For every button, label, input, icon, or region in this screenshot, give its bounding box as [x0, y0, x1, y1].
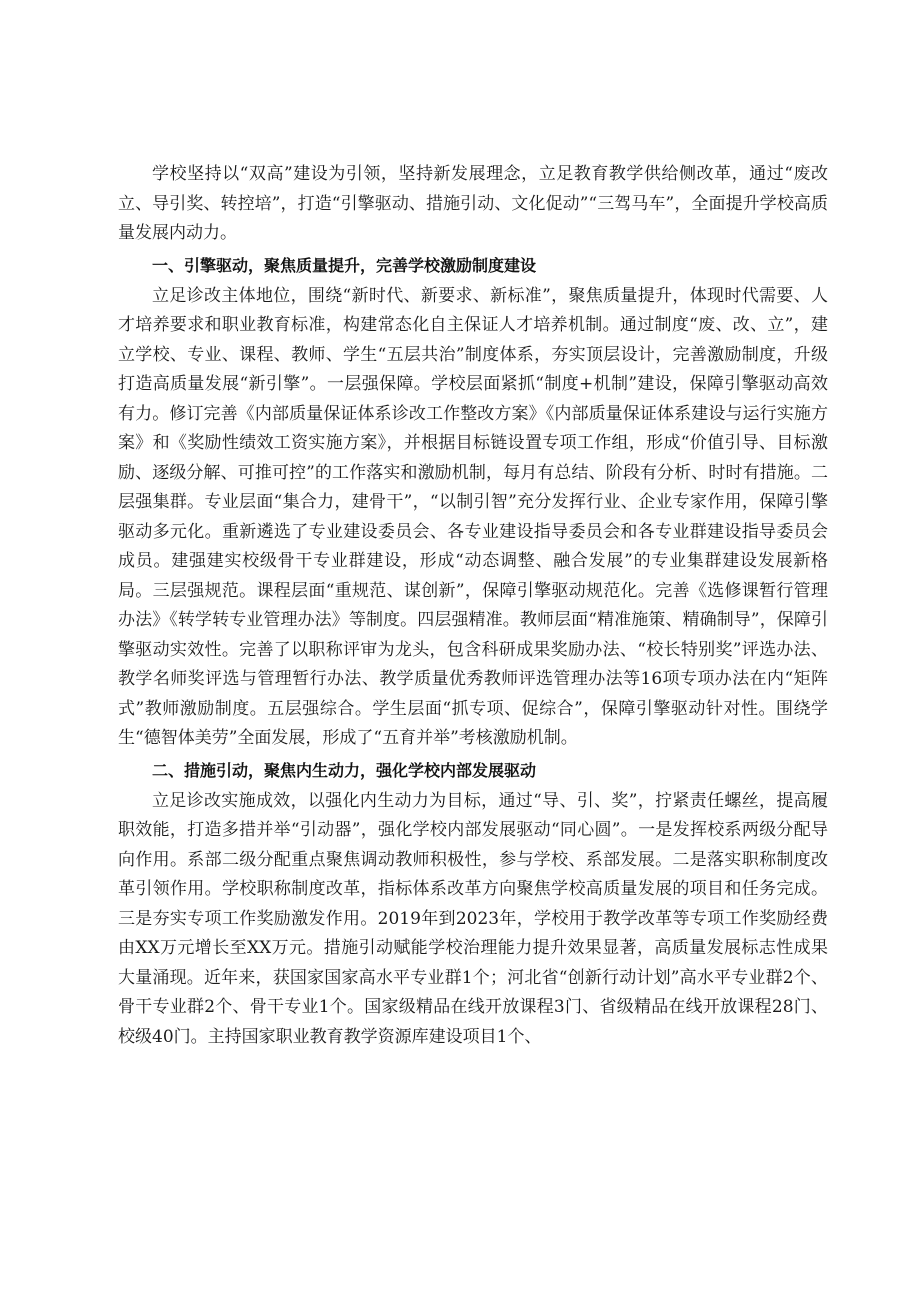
intro-paragraph: 学校坚持以“双高”建设为引领，坚持新发展理念，立足教育教学供给侧改革，通过“废改立、导引奖、转控培”，打造“引擎驱动、措施引动、文化促动”“三驾马车”，全面提升学校高质量发展内动力。	[118, 164, 828, 243]
section-2-paragraph: 立足诊改实施成效，以强化内生动力为目标，通过“导、引、奖”，拧紧责任螺丝，提高履职效能，打造多措并举“引动器”，强化学校内部发展驱动“同心圆”。一是发挥校系两级分配导向作用。系部二级分配重点聚焦调动教师积极性，参与学校、系部发展。二是落实职称制度改革引领作用。学校职称制度改革，指标体系改革方向聚焦学校高质量发展的项目和任务完成。三是夯实专项工作奖励激发作用。2019年到2023年，学校用于教学改革等专项工作奖励经费由XX万元增长至XX万元。措施引动赋能学校治理能力提升效果显著，高质量发展标志性成果大量涌现。近年来，获国家国家高水平专业群1个；河北省“创新行动计划”高水平专业群2个、骨干专业群2个、骨干专业1个。国家级精品在线开放课程3门、省级精品在线开放课程28门、校级40门。主持国家职业教育教学资源库建设项目1个、	[118, 790, 828, 1047]
section-2-heading: 二、措施引动，聚焦内生动力，强化学校内部发展驱动	[152, 760, 537, 780]
section-1-paragraph: 立足诊改主体地位，围绕“新时代、新要求、新标准”，聚焦质量提升，体现时代需要、人才培养要求和职业教育标准，构建常态化自主保证人才培养机制。通过制度“废、改、立”，建立学校、专业、课程、教师、学生“五层共治”制度体系，夯实顶层设计，完善激励制度，升级打造高质量发展“新引擎”。一层强保障。学校层面紧抓“制度+机制”建设，保障引擎驱动高效有力。修订完善《内部质量保证体系诊改工作整改方案》《内部质量保证体系建设与运行实施方案》和《奖励性绩效工资实施方案》，并根据目标链设置专项工作组，形成“价值引导、目标激励、逐级分解、可推可控”的工作落实和激励机制，每月有总结、阶段有分析、时时有措施。二层强集群。专业层面“集合力，建骨干”，“以制引智”充分发挥行业、企业专家作用，保障引擎驱动多元化。重新遴选了专业建设委员会、各专业建设指导委员会和各专业群建设指导委员会成员。建强建实校级骨干专业群建设，形成“动态调整、融合发展”的专业集群建设发展新格局。三层强规范。课程层面“重规范、谋创新”，保障引擎驱动规范化。完善《选修课暂行管理办法》《转学转专业管理办法》等制度。四层强精准。教师层面“精准施策、精确制导”，保障引擎驱动实效性。完善了以职称评审为龙头，包含科研成果奖励办法、“校长特别奖”评选办法、教学名师奖评选与管理暂行办法、教学质量优秀教师评选管理办法等16项专项办法在内“矩阵式”教师激励制度。五层强综合。学生层面“抓专项、促综合”，保障引擎驱动针对性。围绕学生“德智体美劳”全面发展，形成了“五育并举”考核激励机制。	[118, 285, 828, 748]
section-1-heading: 一、引擎驱动，聚焦质量提升，完善学校激励制度建设	[152, 255, 537, 275]
document-body	[118, 160, 828, 1052]
